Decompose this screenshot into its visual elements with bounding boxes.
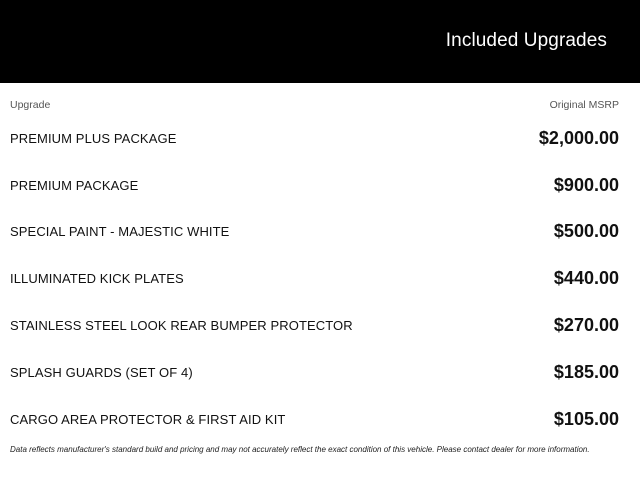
upgrade-name: SPLASH GUARDS (SET OF 4) — [10, 364, 193, 380]
column-headers — [10, 99, 619, 113]
upgrade-name: ILLUMINATED KICK PLATES — [10, 271, 184, 287]
upgrade-row — [10, 396, 619, 443]
upgrades-list — [10, 115, 619, 443]
upgrade-price: $440.00 — [553, 268, 619, 289]
upgrade-row — [10, 302, 619, 349]
upgrade-row — [10, 162, 619, 209]
upgrade-row — [10, 115, 619, 162]
upgrade-row — [10, 349, 619, 396]
upgrade-name: PREMIUM PLUS PACKAGE — [10, 130, 177, 146]
column-header-msrp: Original MSRP — [549, 99, 619, 111]
upgrade-name: PREMIUM PACKAGE — [10, 177, 139, 193]
upgrade-price: $185.00 — [553, 361, 619, 382]
disclaimer-text: Data reflects manufacturer's standard build and pricing and may not accurately reflect the exact condition of this vehicle. Please contact dealer for more information. — [10, 445, 590, 454]
upgrade-row — [10, 209, 619, 256]
upgrade-price: $900.00 — [553, 174, 619, 195]
upgrade-price: $105.00 — [553, 408, 619, 429]
header-bar — [0, 0, 640, 83]
upgrade-name: CARGO AREA PROTECTOR & FIRST AID KIT — [10, 411, 286, 427]
upgrade-price: $270.00 — [553, 315, 619, 336]
column-header-upgrade: Upgrade — [10, 99, 51, 111]
upgrade-name: STAINLESS STEEL LOOK REAR BUMPER PROTECTOR — [10, 318, 353, 334]
upgrade-price: $2,000.00 — [538, 127, 619, 148]
page-title: Included Upgrades — [445, 30, 607, 51]
upgrade-name: SPECIAL PAINT - MAJESTIC WHITE — [10, 224, 230, 240]
upgrade-row — [10, 255, 619, 302]
upgrade-price: $500.00 — [553, 221, 619, 242]
